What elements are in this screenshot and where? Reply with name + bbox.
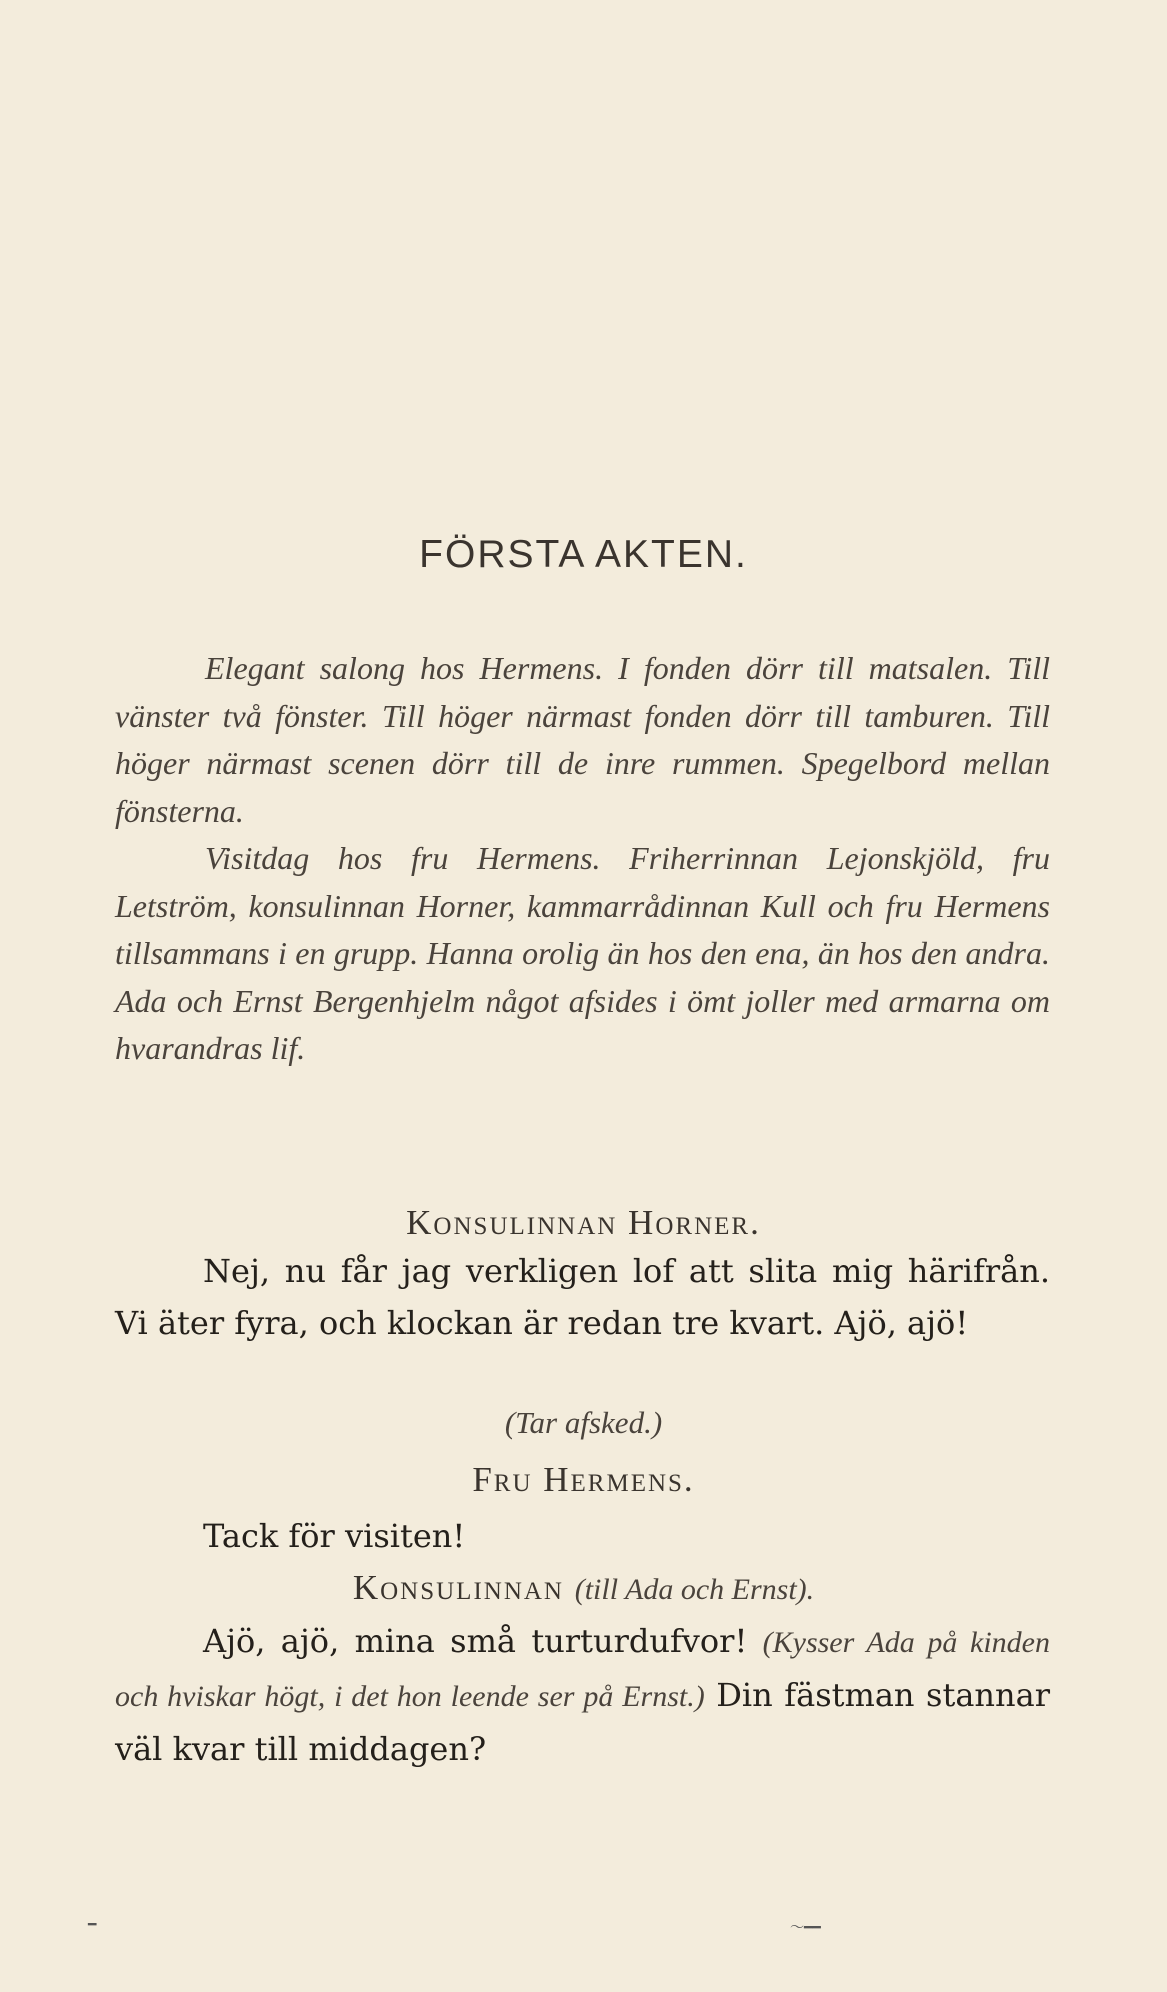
stage-direction-tar-afsked: (Tar afsked.) [504,1405,663,1440]
speaker-name: Konsulinnan [352,1568,564,1607]
ink-mark: ━ [88,1917,97,1933]
speech-konsulinnan-1 [115,1245,1050,1349]
speaker-fru-hermens: Fru Hermens. [472,1460,695,1499]
speech-text: Nej, nu får jag verkligen lof att slita mig härifrån. Vi äter fyra, och klockan är redan tre kvart. Ajö, ajö! [115,1252,1050,1342]
speaker-konsulinnan-horner: Konsulinnan Horner. [406,1203,761,1242]
act-title: FÖRSTA AKTEN. [419,533,748,576]
ink-mark: 〜━━ [790,1920,821,1936]
stage-directions [115,645,1050,1073]
speech-paragraph [115,1615,1050,1775]
speech-text: Ajö, ajö, mina små turturdufvor! [203,1622,748,1660]
stage-setting: Elegant salong hos Hermens. I fonden dörr till matsalen. Till vänster två fönster. Till höger närmast fonden dörr till tamburen. Till höger närmast scenen dörr till de inre rummen. Spegelbord mellan fönsterna. [115,650,1050,829]
stage-scene: Visitdag hos fru Hermens. Friherrinnan Lejonskjöld, fru Letström, konsulinnan Horner, kammarrådinnan Kull och fru Hermens tillsammans i en grupp. Hanna orolig än hos den ena, än hos den andra. Ada och Ernst Bergenhjelm något afsides i ömt joller med armarna om hvarandras lif. [115,840,1050,1066]
speaker-konsulinnan-2 [0,1568,1167,1608]
speech-text: Tack för visiten! [203,1517,466,1555]
speaker-direction: (till Ada och Ernst). [574,1573,815,1606]
speech-konsulinnan-2 [115,1615,1050,1775]
speech-fru-hermens [115,1510,1050,1562]
inline-stage-direction: (Kysser Ada på kinden och hviskar högt, i det hon leende ser på Ernst.) [115,1626,1050,1713]
speech-text: Din fästman stannar väl kvar till middagen? [115,1676,1051,1768]
